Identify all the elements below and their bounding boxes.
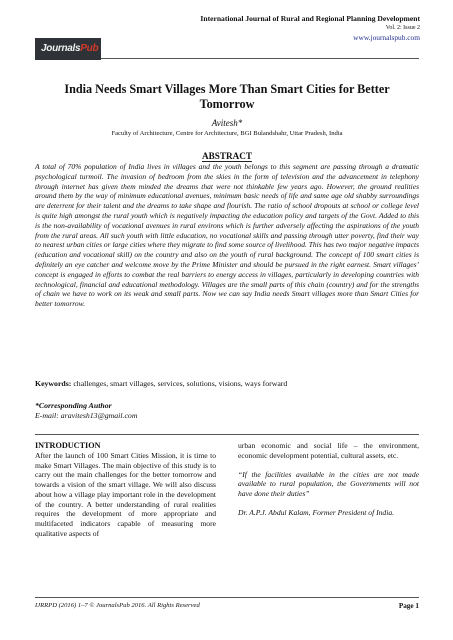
footer-divider xyxy=(35,597,419,598)
section-divider xyxy=(35,434,419,435)
journalspub-logo xyxy=(35,38,101,60)
introduction-heading: INTRODUCTION xyxy=(35,441,101,450)
abstract-heading xyxy=(50,151,404,161)
right-column xyxy=(238,441,419,527)
abstract-heading-text: ABSTRACT xyxy=(201,151,253,161)
header-divider xyxy=(101,58,419,59)
journal-volume: Vol. 2: Issue 2 xyxy=(385,25,420,31)
author-affiliation: Faculty of Architecture, Centre for Architecture, BGI Bulandshahr, Uttar Pradesh, India xyxy=(111,130,343,137)
introduction-right-text: urban economic and social life – the environment, economic development potential, cultural assets, etc. xyxy=(238,441,419,460)
journal-website-link[interactable]: www.journalspub.com xyxy=(353,33,420,42)
author-name: Avitesh* xyxy=(211,118,243,128)
logo-text xyxy=(41,43,98,54)
introduction-left-text: After the launch of 100 Smart Cities Mission, it is time to make Smart Villages. The main objective of this study is to carry out the main challenges for the better tomorrow and towards a vision of the smart village. We will also discuss about how a village play important role in the development of the country. A better understanding of rural realities requires the development of more appropriate and multifaceted indicators capable of measuring more qualitative aspects of xyxy=(35,450,216,538)
keywords xyxy=(35,379,419,388)
paper-title: India Needs Smart Villages More Than Smart Cities for Better Tomorrow xyxy=(64,82,390,111)
abstract-body: A total of 70% population of India lives in villages and the youth belongs to this segment are passing through a dramatic psychological turmoil. The invasion of bedroom from the skies in the form of television and the advancement in telephony through internet has given them minded the dreams that were not thinkable few years ago. However, the ground realities around them by the way of minimum educational avenues, minimum basic needs of life and same age old shabby surroundings are deterrent for their talent and the dreams to take shape and flourish. The ratio of school dropouts at school or college level is quite high amongst the rural youth which is negatively impacting the education policy and targets of the Govt. Added to this is the non-availability of vocational avenues in rural environs which is further adversely affecting the aspirations of the youth from the rural areas. All such youth with little education, no vocational skills and passing through utter poverty, find their way to nearest urban cities or large cities where they migrate to find some source of livelihood. This has two major negative impacts (education and vocational skill) on the country and also on the youth of rural background. The concept of 100 smart cities is definitely an eye catcher and welcome move by the Prime Minister and should be pursued in the right earnest. Smart villages’ concept is engaged in efforts to combat the real barriers to energy access in villages, particularly in developing countries with technological, financial and educational methodology. Villages are the small parts of this chain (country) and for the strengths of chain we have to work on its weak and small parts. Now we can say India needs Smart villages more than Smart Cities for better tomorrow. xyxy=(35,162,419,309)
kalam-quote: “If the facilities available in the cities are not made available to rural population, the Governments will not have done their duties” xyxy=(238,469,419,498)
corresponding-author-label: *Corresponding Author xyxy=(35,401,112,410)
keywords-label: Keywords: xyxy=(35,379,72,388)
logo-main: Journals xyxy=(41,43,81,54)
page-number: Page 1 xyxy=(398,602,419,610)
journal-name: International Journal of Rural and Regional Planning Development xyxy=(200,14,420,23)
left-column xyxy=(35,441,216,539)
corresponding-author-email: E-mail: aravitesh13@gmail.com xyxy=(35,411,138,420)
footer-citation: IJRRPD (2016) 1–7 © JournalsPub 2016. All Rights Reserved xyxy=(35,602,200,609)
keywords-list: challenges, smart villages, services, solutions, visions, ways forward xyxy=(73,379,288,388)
quote-attribution: Dr. A.P.J. Abdul Kalam, Former President of India. xyxy=(238,507,395,517)
logo-accent: Pub xyxy=(80,43,99,54)
